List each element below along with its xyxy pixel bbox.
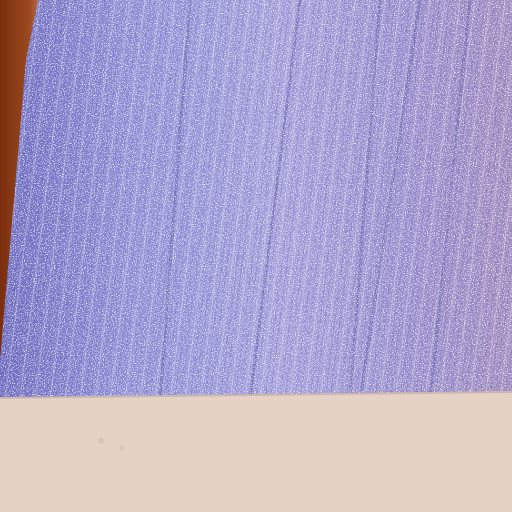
paper-speck — [120, 446, 125, 451]
paper-speck — [98, 438, 104, 444]
